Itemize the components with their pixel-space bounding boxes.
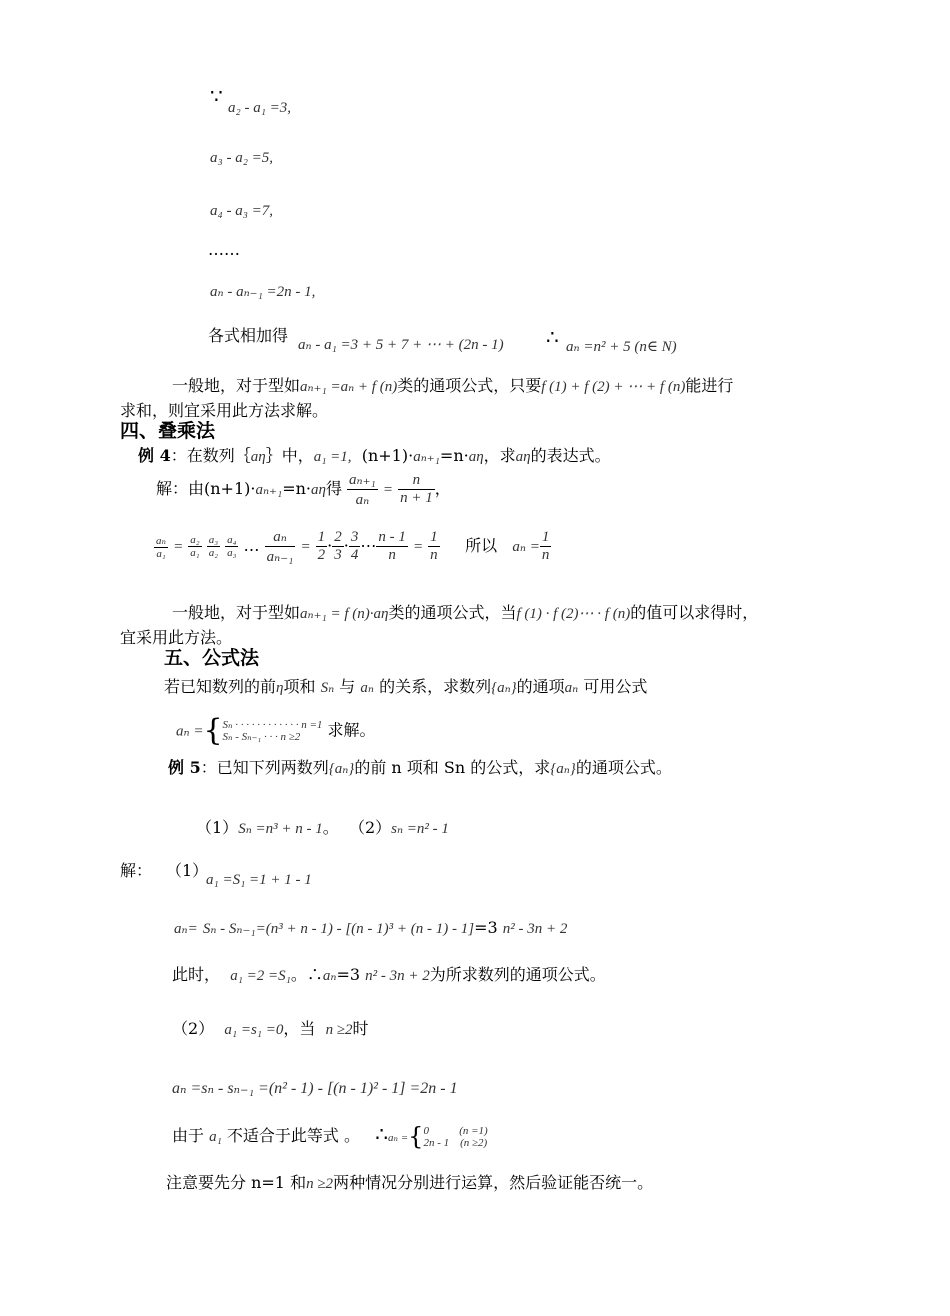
denominator: a₁ (156, 547, 166, 560)
piecewise-rows (423, 1125, 487, 1149)
condition: (n ≥2) (460, 1136, 488, 1149)
denominator: 2 (317, 547, 326, 563)
equation-line: aₙ =sₙ - sₙ₋₁ =(n² - 1) - [(n - 1)² - 1] =2n - 1 (172, 1080, 458, 1097)
denominator: aₙ (355, 492, 370, 508)
denominator: n (388, 547, 396, 563)
numerator: 1 (317, 529, 326, 545)
formula: aₙ₊₁ =aₙ + f (n) (300, 379, 398, 395)
product-equation: $\frac{\text{aₙ}}{\text{a₁}}$ = $\frac{\text{a₂}}{\text{a₁}}$ $\frac{\text{a₃}}{\text{a₂}}$ $\frac{\text{a₄}}{\text{a₃}}$ … $\frac{\text{aₙ}}{\text{aₙ₋₁}}$ = $\frac{1}{2}$ · $\frac{2}{3}$ · $\frac{3}{4}$ ⋯ $\frac{n - 1}{n}$ = $\frac{1}{n}$ 所以 aₙ = $\frac{1}{n}$ (156, 529, 550, 565)
formula: aₙ₊₁ = f (n)·aη (300, 606, 389, 622)
fraction (225, 534, 238, 559)
formula: a₁ =s₁ =0 (224, 1022, 284, 1038)
equals: = (412, 539, 424, 555)
numerator: 1 (430, 529, 438, 545)
equation-line: a₂ - a₁ =3, (228, 100, 292, 116)
formula-intro (164, 674, 647, 697)
fraction (332, 529, 344, 564)
formula: {aₙ} (328, 761, 355, 777)
text: 能进行 (685, 376, 734, 395)
sum-equation: aₙ - a₁ =3 + 5 + 7 + ⋯ + (2n - 1) (298, 337, 504, 353)
section-heading: 五、公式法 (164, 647, 260, 669)
formula: aₙ₊₁ (255, 482, 283, 498)
note (166, 1170, 653, 1193)
general-rule-1-cont: 求和，则宜采用此方法求解。 (120, 401, 329, 420)
equation-line (172, 962, 606, 985)
text: 的值可以求得时， (630, 603, 759, 622)
denominator: n (541, 547, 550, 563)
row (423, 1125, 487, 1137)
questions (196, 815, 449, 838)
equals: = (187, 921, 198, 937)
row: Sₙ · · · · · · · · · · · · n =1 (222, 719, 323, 731)
formula: aη (310, 482, 326, 498)
numerator: aₙ (265, 527, 296, 547)
text: =3 (474, 918, 498, 937)
text: 为所求数列的通项公式。 (429, 965, 606, 984)
text: 由于 (172, 1126, 205, 1145)
text: ， (434, 479, 451, 498)
fraction (316, 529, 328, 564)
equals: = (255, 921, 266, 937)
fraction (349, 529, 361, 564)
fraction (265, 527, 296, 566)
text: 注意要先分 n=1 和 (166, 1173, 307, 1192)
numerator: a₄ (227, 534, 237, 546)
equation-line: a₄ - a₃ =7, (210, 203, 274, 219)
text: 一般地，对于型如 (172, 376, 301, 395)
numerator: a₂ (190, 534, 200, 546)
fraction (428, 529, 440, 564)
formula: aₙ (322, 968, 337, 984)
formula: η (276, 680, 284, 696)
text: 得 (325, 479, 342, 498)
text: 与 (339, 677, 356, 696)
example-5 (168, 755, 672, 778)
example-label: 例 4 (138, 446, 171, 465)
formula: Sₙ (320, 680, 335, 696)
fraction (540, 529, 552, 564)
text: 的关系，求数列 (379, 677, 492, 696)
denominator: n (430, 547, 438, 563)
formula: {aₙ} (491, 680, 517, 696)
formula: aη (515, 449, 531, 465)
text: ，求 (483, 446, 516, 465)
text: 不适合于此等式 。 (226, 1126, 361, 1145)
text: 的通项公式。 (575, 758, 672, 777)
therefore-symbol: ∴ (546, 325, 559, 349)
example-label: 例 5 (168, 758, 201, 777)
formula: Sₙ - Sₙ₋₁ (202, 921, 256, 937)
text: （2） (348, 818, 392, 837)
general-rule-2 (172, 600, 758, 623)
formula: Sₙ =n³ + n - 1 (238, 821, 323, 837)
numerator: aₙ₊₁ (349, 472, 376, 488)
formula: n² - 3n + 2 (502, 921, 568, 937)
formula: sₙ =n² - 1 (391, 821, 449, 837)
text: 项和 (283, 677, 316, 696)
row (423, 1137, 487, 1149)
text: 的通项 (516, 677, 565, 696)
text: 此时， (172, 965, 221, 984)
text: 时 (352, 1019, 369, 1038)
denominator: 3 (334, 547, 342, 563)
fraction (188, 534, 201, 559)
row: Sₙ - Sₙ₋₁ · · · n ≥2 (222, 731, 301, 743)
text: 若已知数列的前 (164, 677, 277, 696)
general-rule-2-cont: 宜采用此方法。 (120, 628, 233, 647)
formula: aₙ (360, 680, 374, 696)
brace: { (203, 713, 223, 748)
text: 类的通项公式，只要 (397, 376, 542, 395)
formula: aₙ = (176, 723, 204, 740)
fraction (398, 472, 435, 507)
formula: f (1) + f (2) + ⋯ + f (n) (541, 379, 686, 395)
piecewise-rows (223, 719, 323, 743)
equation-line: a₁ =S₁ =1 + 1 - 1 (206, 872, 312, 888)
piecewise-formula (176, 713, 376, 748)
fraction (154, 534, 168, 560)
denominator: n + 1 (400, 490, 433, 506)
denominator: a₂ (208, 547, 219, 559)
formula: n² - 3n + 2 (365, 968, 430, 984)
section-heading: 四、叠乘法 (120, 420, 216, 442)
text: 求解。 (327, 720, 376, 740)
text: ：已知下列两数列 (200, 758, 329, 777)
formula: a₁ =2 =S₁ (230, 968, 291, 984)
text: 的前 n 项和 Sn 的公式，求 (354, 758, 551, 777)
ellipsis: … (243, 536, 260, 555)
equation-line (172, 1016, 369, 1039)
value: 2n - 1 (423, 1136, 450, 1149)
denominator: aₙ₋₁ (266, 549, 294, 565)
formula: aₙ (174, 921, 188, 937)
text: =n· (439, 446, 469, 465)
brace: { (408, 1122, 424, 1151)
ellipsis: …… (208, 240, 240, 259)
equals: = (173, 539, 184, 555)
text: ：在数列｛ (170, 446, 251, 465)
equation-line: a₃ - a₂ =5, (210, 150, 274, 166)
text: ｝中， (265, 446, 314, 465)
text: (n+1)· (361, 446, 414, 465)
text: 一般地，对于型如 (172, 603, 301, 622)
part-label: （1） (166, 861, 209, 880)
sum-label: 各式相加得 (208, 326, 289, 345)
equation-line (172, 1122, 488, 1149)
text: ，当 (283, 1019, 316, 1038)
text: 所以 (465, 536, 498, 555)
equals: = (300, 539, 311, 555)
numerator: 3 (350, 529, 359, 545)
text: 可用公式 (583, 677, 648, 696)
solution-label: 解： (120, 861, 153, 880)
formula: aₙ = (512, 539, 540, 555)
text: 类的通项公式，当 (388, 603, 517, 622)
condition: (n =1) (459, 1124, 488, 1137)
text: 两种情况分别进行运算，然后验证能否统一。 (333, 1173, 654, 1192)
denominator: a₃ (227, 547, 237, 559)
text: 解：由(n+1)· (156, 479, 256, 498)
text: （2） (172, 1019, 215, 1038)
equation-line (174, 918, 567, 938)
fraction (207, 534, 220, 559)
value: 0 (423, 1124, 429, 1137)
text: =n· (282, 479, 311, 498)
denominator: 4 (350, 547, 359, 563)
formula: a₁ =1, (313, 449, 352, 465)
denominator: a₁ (190, 547, 200, 559)
fraction (376, 529, 408, 564)
text: =3 (336, 965, 361, 984)
formula: aₙ = (388, 1132, 409, 1144)
general-rule-1 (172, 373, 733, 396)
fraction (347, 470, 378, 509)
formula: n ≥2 (306, 1176, 334, 1192)
text: 的表达式。 (530, 446, 611, 465)
formula: aη (468, 449, 484, 465)
equation-line: aₙ - aₙ₋₁ =2n - 1, (210, 284, 316, 300)
therefore-symbol: ∴ (375, 1122, 389, 1146)
solution-4 (156, 470, 451, 509)
formula: n ≥2 (325, 1022, 353, 1038)
formula: a₁ (209, 1129, 222, 1145)
equals: = (382, 482, 393, 498)
formula: aη (250, 449, 266, 465)
because-symbol: ∵ (210, 84, 223, 108)
text: 。 (322, 818, 339, 837)
numerator: aₙ (156, 534, 166, 547)
formula: (n³ + n - 1) - [(n - 1)³ + (n - 1) - 1] (265, 921, 475, 937)
numerator: a₃ (208, 534, 219, 546)
numerator: n (398, 472, 435, 490)
numerator: 1 (541, 529, 550, 545)
formula: f (1) · f (2)⋯ · f (n) (516, 606, 631, 622)
numerator: n - 1 (378, 529, 406, 545)
formula: aₙ (564, 680, 579, 696)
text: （1） (196, 818, 239, 837)
numerator: 2 (334, 529, 342, 545)
example-4 (138, 443, 611, 466)
text: 。∴ (290, 965, 323, 984)
formula: aₙ₊₁ (413, 449, 440, 465)
formula: {aₙ} (550, 761, 576, 777)
sum-result: aₙ =n² + 5 (n∈ N) (566, 339, 677, 355)
